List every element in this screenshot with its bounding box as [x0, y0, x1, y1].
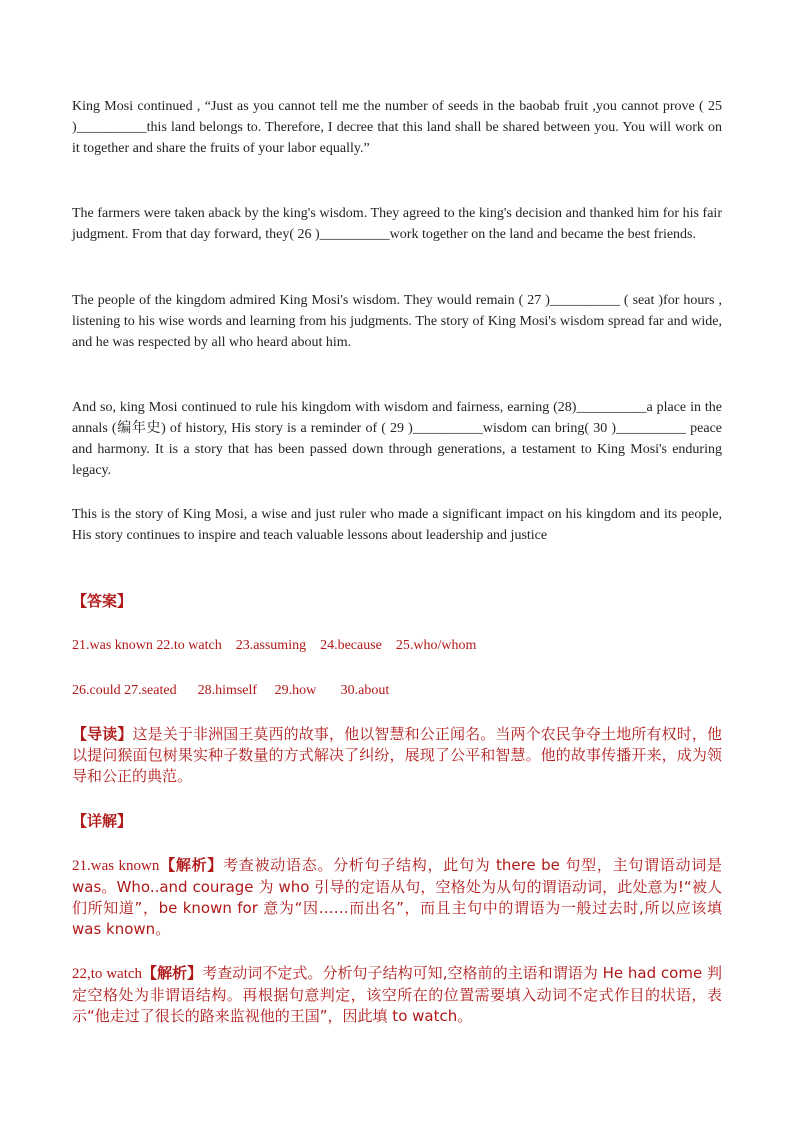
- explanation-21-label: 【解析】: [159, 856, 224, 874]
- explanation-22: [72, 963, 722, 1027]
- passage-paragraph-1: King Mosi continued , “Just as you cannot tell me the number of seeds in the baobab fruit ,you cannot prove ( 25 )__________this land belongs to. Therefore, I decree that this land shall be shared between you. You will work on it together and share the fruits of your labor equally.”: [72, 99, 722, 156]
- detail-heading: 【详解】: [72, 812, 133, 830]
- passage-paragraph-3: The people of the kingdom admired King Mosi's wisdom. They would remain ( 27 )__________ ( seat )for hours , listening to his wise words and learning from his judgments. The story of King Mosi's wisdom spread far and wide, and he was respected by all who heard about him.: [72, 293, 722, 350]
- answers-line-2: 26.could 27.seated 28.himself 29.how 30.about: [72, 683, 390, 698]
- explanation-22-text: 考查动词不定式。分析句子结构可知,空格前的主语和谓语为 He had come 判定空格处为非谓语结构。再根据句意判定，该空所在的位置需要填入动词不定式作目的状语，表示“他走过了很长的路来监视他的王国”，因此填 to watch。: [72, 964, 722, 1025]
- answer-heading: 【答案】: [72, 592, 133, 610]
- guide-paragraph: [72, 724, 722, 787]
- passage-paragraph-4-part-b: ) of history, His story is a reminder of ( 29 )__________wisdom can bring( 30 )__________ peace and harmony. It is a story that has been passed down through generations, a testament to King Mosi's enduring legacy.: [72, 421, 722, 478]
- explanation-21: [72, 855, 738, 940]
- passage-paragraph-2: The farmers were taken aback by the king's wisdom. They agreed to the king's decision and thanked him for his fair judgment. From that day forward, they( 26 )__________work together on the land and became the best friends.: [72, 206, 722, 242]
- passage-paragraph-5: This is the story of King Mosi, a wise and just ruler who made a significant impact on his kingdom and its people, His story continues to inspire and teach valuable lessons about leadership and justice: [72, 507, 722, 543]
- passage-paragraph-4: [72, 397, 722, 481]
- guide-label: 【导读】: [72, 725, 133, 743]
- explanation-22-answer: 22,to watch: [72, 966, 143, 982]
- explanation-21-answer: 21.was known: [72, 858, 160, 874]
- guide-text: 这是关于非洲国王莫西的故事，他以智慧和公正闻名。当两个农民争夺土地所有权时，他以提问猴面包树果实种子数量的方式解决了纠纷，展现了公平和智慧。他的故事传播开来，成为领导和公正的典范。: [72, 725, 722, 785]
- explanation-21-text: 考查被动语态。分析句子结构，此句为 there be 句型，主句谓语动词是 was。Who..and courage 为 who 引导的定语从句，空格处为从句的谓语动词，此处意为!“被人们所知道”，be known for 意为“因……而出名”，而且主句中的谓语为一般过去时,所以应该填 was known。: [72, 856, 738, 938]
- annals-chinese-gloss: 编年史: [116, 420, 162, 436]
- explanation-22-label: 【解析】: [142, 964, 203, 982]
- answers-line-1: 21.was known 22.to watch 23.assuming 24.because 25.who/whom: [72, 638, 477, 653]
- passage-paragraph-4-part-a: And so, king Mosi continued to rule his kingdom with wisdom and fairness, earning (28)__________a place in the annals (: [72, 400, 722, 436]
